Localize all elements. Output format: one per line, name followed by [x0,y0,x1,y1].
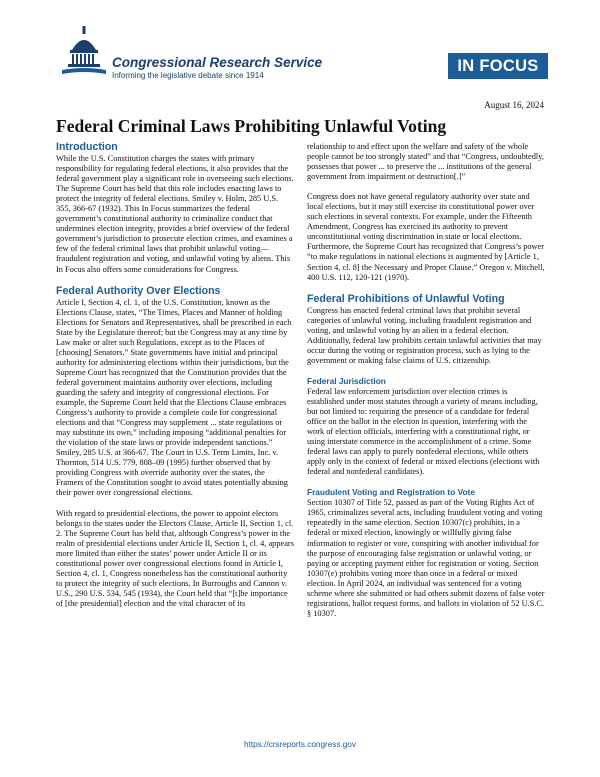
prohibitions-paragraph: Congress has enacted federal criminal laws that prohibit several categories of unlawful voting, including fraudulent registration and voting, and unlawful voting by an alien in a federal election. Additionally, federal law prohibits certain unlawful activities that may occur during the voting or registration process, such as lying to the government or making false claims of U.S. citizenship. [307,305,542,365]
introduction-paragraph: While the U.S. Constitution charges the states with primary responsibility for regulating federal elections, it also provides that the federal government play a significant role in overseeing such elections. The Supreme Court has held that this role includes enacting laws to protect the integrity of federal elections. Smiley v. Holm, 285 U.S. 355, 366-67 (1932). This In Focus summarizes the federal government’s constitutional authority to criminalize conduct that undermines election integrity, provides a brief overview of the federal government’s jurisdiction to prosecute election crimes, and examines a few of the federal criminal laws that prohibit unlawful voting—fraudulent registration and voting, and unlawful voting by aliens. This In Focus also offers some considerations for Congress. [56,154,294,274]
footer-url[interactable]: https://crsreports.congress.gov [244,740,356,749]
authority-paragraph-2: With regard to presidential elections, the power to appoint electors belongs to the states under the Electors Clause, Article II, Section 1, cl. 2. The Supreme Court has held that, although Congress’s power in the realm of presidential elections under Article II, Section 1, cl. 4, appears more limited than either the states’ power under Article II or its constitutional power over congressional elections found in Article I, Section 4, cl. 1, Congress nonetheless has the constitutional authority to protect the integrity of such elections. In Burroughs and Cannon v. U.S., 290 U.S. 534, 545 (1934), the Court held that “[t]he importance of [the presidential] election and the vital character of its [56,508,294,608]
org-name: Congressional Research Service [112,55,323,70]
jurisdiction-paragraph: Federal law enforcement jurisdiction over election crimes is established under most statutes through a variety of means including, but not limited to: requiring the presence of a candidate for federal office on the ballot in the election in question, interfering with the work of election officials, interfering with a constitutional right, or using interstate commerce in the accomplishment of a crime. Some federal laws can apply to purely nonfederal elections, while others apply only in the context of federal or mixed elections (elections with federal and nonfederal candidates). [307,386,540,477]
subheading-federal-jurisdiction: Federal Jurisdiction [307,375,386,386]
right-column [307,142,545,629]
org-tagline: Informing the legislative debate since 1914 [112,71,264,80]
section-heading-federal-authority: Federal Authority Over Elections [56,284,221,297]
in-focus-badge: IN FOCUS [448,53,548,79]
continued-paragraph-2: Congress does not have general regulatory authority over state and local elections, but it may still exercise its constitutional power over such elections in several contexts. For example, under the Fifteenth Amendment, Congress has exercised its authority to prevent unconstitutional voting discrimination in state or local elections. Furthermore, the Supreme Court has recognized that Congress’s power “to make regulations in national elections is augmented by [Article 1, Section 4, cl. 8] the Necessary and Proper Clause.” Oregon v. Mitchell, 400 U.S. 112, 120-121 (1970). [307,192,545,282]
capitol-dome-icon [62,26,106,78]
continued-paragraph-1: relationship to and effect upon the welfare and safety of the whole people cannot be too strongly stated” and that “Congress, undoubtedly, possesses that power ... to preserve the ... institutions of the general government from impairment or destruction[.]” [307,142,544,182]
page-title: Federal Criminal Laws Prohibiting Unlawful Voting [56,116,447,136]
authority-paragraph-1: Article I, Section 4, cl. 1, of the U.S. Constitution, known as the Elections Clause, states, “The Times, Places and Manner of holding Elections for Senators and Representatives, shall be prescribed in each State by the Legislature thereof; but the Congress may at any time by Law make or alter such Regulations, except as to the Places of [choosing] Senators.” State governments have initial and principal authority for administering elections within their jurisdictions, but the Supreme Court has recognized that the Constitution provides that the federal government maintains authority over elections, including guarding the safety and integrity of congressional elections. For example, the Supreme Court held that the Elections Clause embraces Congress’s authority to provide a complete code for congressional elections and that “Congress may supplement ... state regulations or may substitute its own,” including imposing “additional penalties for the violation of the state laws or provide independent sanctions.” Smiley, 285 U.S. at 366-67. The Court in U.S. Term Limits, Inc. v. Thornton, 514 U.S. 779, 808–09 (1995) further observed that by providing Congress with override authority over the states, the Framers of the Constitution sought to avoid states potentially abusing their power over congressional elections. [56,297,292,498]
publication-date: August 16, 2024 [484,100,544,110]
page-header [0,0,600,90]
subheading-fraudulent-voting: Fraudulent Voting and Registration to Vote [307,487,475,498]
left-column [56,141,294,619]
section-heading-prohibitions: Federal Prohibitions of Unlawful Voting [307,292,505,305]
fraud-paragraph: Section 10307 of Title 52, passed as part of the Voting Rights Act of 1965, criminalizes several acts, including fraudulent voting and voting repeatedly in the same election. Section 10307(c) prohibits, in a federal or mixed election, knowingly or willfully giving false information to register or vote, conspiring with another individual for the purpose of encouraging false registration or unlawful voting, or paying or accepting payment either for registration or voting. Section 10307(e) prohibits voting more than once in a federal or mixed election. In April 2024, an individual was sentenced for a voting scheme where she submitted or had others submit dozens of false voter registrations, ballot request forms, and ballots in violation of 52 U.S.C. § 10307. [307,498,545,618]
section-heading-introduction: Introduction [56,141,118,153]
